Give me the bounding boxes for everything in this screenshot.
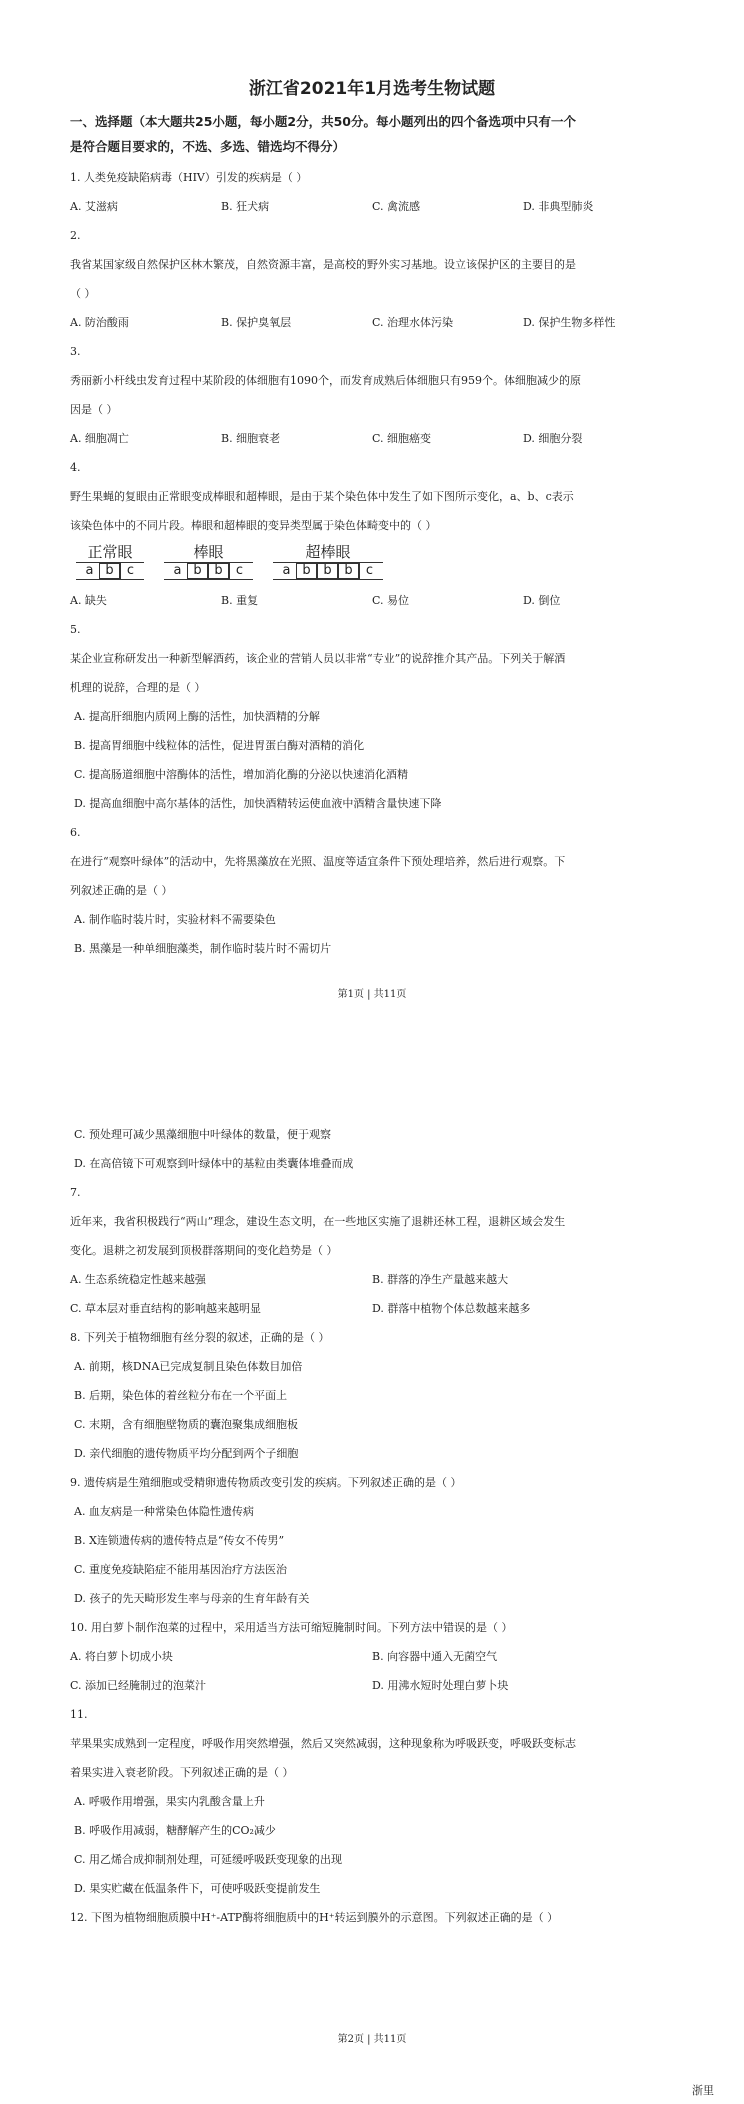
options [70, 1294, 674, 1323]
question-stem-cont: （ ） [70, 287, 96, 300]
option-d: D. 倒位 [523, 594, 561, 607]
chromosome-bar [76, 562, 144, 580]
option-c: C. 重度免疫缺陷症不能用基因治疗方法医治 [74, 1563, 288, 1576]
segment-b: b [208, 563, 229, 579]
question-stem: 我省某国家级自然保护区林木繁茂，自然资源丰富，是高校的野外实习基地。设立该保护区的主要目的是 [70, 258, 576, 271]
option-b: B. 提高胃细胞中线粒体的活性，促进胃蛋白酶对酒精的消化 [74, 739, 365, 752]
question-6-continued [70, 1120, 674, 1178]
option-d: D. 果实贮藏在低温条件下，可使呼吸跃变提前发生 [74, 1882, 321, 1895]
question-number: 11. [70, 1708, 88, 1721]
question-stem: 12. 下图为植物细胞质膜中H⁺-ATP酶将细胞质中的H⁺转运到膜外的示意图。下列叙述正确的是（ ） [70, 1911, 559, 1924]
option-b: B. 后期，染色体的着丝粒分布在一个平面上 [74, 1389, 288, 1402]
options [70, 1642, 674, 1671]
options [70, 586, 674, 615]
question-12 [70, 1903, 674, 1932]
bar-eye-label: 棒眼 [193, 543, 224, 561]
option-b: B. 细胞衰老 [221, 432, 281, 445]
option-a: A. 细胞凋亡 [70, 432, 129, 445]
question-2 [70, 221, 674, 337]
chromosome-diagram [76, 542, 674, 580]
option-b: B. 向容器中通入无菌空气 [372, 1650, 498, 1663]
question-8 [70, 1323, 674, 1468]
question-6 [70, 818, 674, 963]
option-a: A. 缺失 [70, 594, 107, 607]
question-stem-cont: 着果实进入衰老阶段。下列叙述正确的是（ ） [70, 1766, 294, 1779]
question-stem: 近年来，我省积极践行“两山”理念，建设生态文明，在一些地区实施了退耕还林工程，退耕区域会发生 [70, 1215, 566, 1228]
option-d: D. 非典型肺炎 [523, 200, 594, 213]
question-number: 3. [70, 345, 81, 358]
option-c: C. 预处理可减少黑藻细胞中叶绿体的数量，便于观察 [74, 1128, 332, 1141]
question-11 [70, 1700, 674, 1903]
option-a: A. 生态系统稳定性越来越强 [70, 1273, 206, 1286]
option-b: B. 呼吸作用减弱，糖酵解产生的CO₂减少 [74, 1824, 276, 1837]
option-d: D. 细胞分裂 [523, 432, 583, 445]
segment-b: b [296, 563, 317, 579]
question-7 [70, 1178, 674, 1323]
option-d: D. 在高倍镜下可观察到叶绿体中的基粒由类囊体堆叠而成 [74, 1157, 354, 1170]
chromosome-bar [273, 562, 383, 580]
question-stem-cont: 列叙述正确的是（ ） [70, 884, 173, 897]
segment-a: a [173, 563, 182, 578]
option-b: B. 保护臭氧层 [221, 316, 292, 329]
corner-watermark-text: 浙里 [692, 2084, 714, 2097]
option-b: B. 黑藻是一种单细胞藻类，制作临时装片时不需切片 [74, 942, 332, 955]
question-9 [70, 1468, 674, 1613]
question-3 [70, 337, 674, 453]
option-b: B. 重复 [221, 594, 259, 607]
segment-c: c [229, 563, 249, 579]
question-number: 4. [70, 461, 81, 474]
option-d: D. 群落中植物个体总数越来越多 [372, 1302, 531, 1315]
option-a: A. 血友病是一种常染色体隐性遗传病 [74, 1505, 254, 1518]
question-stem-cont: 因是（ ） [70, 403, 118, 416]
option-a: A. 艾滋病 [70, 200, 118, 213]
section-heading-line1: 一、选择题（本大题共25小题，每小题2分，共50分。每小题列出的四个备选项中只有一个 [70, 114, 576, 129]
option-c: C. 添加已经腌制过的泡菜汁 [70, 1679, 207, 1692]
segment-c: c [359, 563, 379, 579]
question-stem: 苹果果实成熟到一定程度，呼吸作用突然增强，然后又突然减弱，这种现象称为呼吸跃变，呼吸跃变标志 [70, 1737, 576, 1750]
option-c: C. 末期，含有细胞壁物质的囊泡聚集成细胞板 [74, 1418, 299, 1431]
options [70, 308, 674, 337]
chromosome-bar [164, 562, 253, 580]
question-5 [70, 615, 674, 818]
super-bar-eye-label: 超棒眼 [305, 543, 351, 561]
options [70, 1265, 674, 1294]
page-number: 第1页 | 共11页 [337, 989, 407, 1000]
document-title: 浙江省2021年1月选考生物试题 [248, 79, 496, 99]
option-d: D. 孩子的先天畸形发生率与母亲的生育年龄有关 [74, 1592, 310, 1605]
question-stem: 在进行“观察叶绿体”的活动中，先将黑藻放在光照、温度等适宜条件下预处理培养，然后进行观察。下 [70, 855, 566, 868]
question-stem: 10. 用白萝卜制作泡菜的过程中，采用适当方法可缩短腌制时间。下列方法中错误的是（ ） [70, 1621, 513, 1634]
option-d: D. 保护生物多样性 [523, 316, 616, 329]
option-c: C. 草本层对垂直结构的影响越来越明显 [70, 1302, 262, 1315]
normal-eye-label: 正常眼 [87, 543, 133, 561]
option-a: A. 制作临时装片时，实验材料不需要染色 [74, 913, 276, 926]
segment-b: b [338, 563, 359, 579]
question-4 [70, 453, 674, 615]
question-1 [70, 163, 674, 221]
question-stem: 9. 遗传病是生殖细胞或受精卵遗传物质改变引发的疾病。下列叙述正确的是（ ） [70, 1476, 462, 1489]
option-c: C. 细胞癌变 [372, 432, 432, 445]
option-c: C. 用乙烯合成抑制剂处理，可延缓呼吸跃变现象的出现 [74, 1853, 343, 1866]
option-d: D. 提高血细胞中高尔基体的活性，加快酒精转运使血液中酒精含量快速下降 [74, 797, 442, 810]
option-d: D. 亲代细胞的遗传物质平均分配到两个子细胞 [74, 1447, 299, 1460]
segment-a: a [85, 563, 94, 578]
question-stem: 野生果蝇的复眼由正常眼变成棒眼和超棒眼，是由于某个染色体中发生了如下图所示变化，a、b、c表示 [70, 490, 574, 503]
page-number: 第2页 | 共11页 [337, 2034, 407, 2045]
question-stem: 秀丽新小杆线虫发育过程中某阶段的体细胞有1090个，而发育成熟后体细胞只有959个。体细胞减少的原 [70, 374, 581, 387]
question-stem: 8. 下列关于植物细胞有丝分裂的叙述，正确的是（ ） [70, 1331, 330, 1344]
option-d: D. 用沸水短时处理白萝卜块 [372, 1679, 509, 1692]
options [70, 192, 674, 221]
question-stem-cont: 机理的说辞，合理的是（ ） [70, 681, 206, 694]
question-10 [70, 1613, 674, 1700]
super-bar-eye-chromosome [273, 542, 383, 580]
option-a: A. 将白萝卜切成小块 [70, 1650, 173, 1663]
option-c: C. 禽流感 [372, 200, 421, 213]
segment-b: b [187, 563, 208, 579]
question-number: 7. [70, 1186, 81, 1199]
options [70, 424, 674, 453]
question-number: 6. [70, 826, 81, 839]
option-a: A. 前期，核DNA已完成复制且染色体数目加倍 [74, 1360, 303, 1373]
option-a: A. 提高肝细胞内质网上酶的活性，加快酒精的分解 [74, 710, 320, 723]
option-c: C. 治理水体污染 [372, 316, 454, 329]
option-b: B. X连锁遗传病的遗传特点是“传女不传男” [74, 1534, 285, 1547]
segment-c: c [120, 563, 140, 579]
bar-eye-chromosome [164, 542, 253, 580]
segment-b: b [317, 563, 338, 579]
option-a: A. 防治酸雨 [70, 316, 129, 329]
section-heading-line2: 是符合题目要求的，不选、多选、错选均不得分） [70, 139, 346, 154]
page-2 [0, 1050, 744, 2100]
option-c: C. 提高肠道细胞中溶酶体的活性，增加消化酶的分泌以快速消化酒精 [74, 768, 409, 781]
question-stem: 1. 人类免疫缺陷病毒（HIV）引发的疾病是（ ） [70, 171, 308, 184]
question-number: 2. [70, 229, 81, 242]
option-b: B. 群落的净生产量越来越大 [372, 1273, 509, 1286]
question-stem: 某企业宣称研发出一种新型解酒药，该企业的营销人员以非常“专业”的说辞推介其产品。下列关于解酒 [70, 652, 566, 665]
question-number: 5. [70, 623, 81, 636]
page-1 [0, 0, 744, 1050]
segment-b: b [99, 563, 120, 579]
option-a: A. 呼吸作用增强，果实内乳酸含量上升 [74, 1795, 265, 1808]
question-stem-cont: 变化。退耕之初发展到顶极群落期间的变化趋势是（ ） [70, 1244, 338, 1257]
segment-a: a [282, 563, 291, 578]
option-c: C. 易位 [372, 594, 410, 607]
options [70, 1671, 674, 1700]
section-heading [70, 109, 674, 159]
normal-eye-chromosome [76, 542, 144, 580]
option-b: B. 狂犬病 [221, 200, 270, 213]
question-stem-cont: 该染色体中的不同片段。棒眼和超棒眼的变异类型属于染色体畸变中的（ ） [70, 519, 437, 532]
